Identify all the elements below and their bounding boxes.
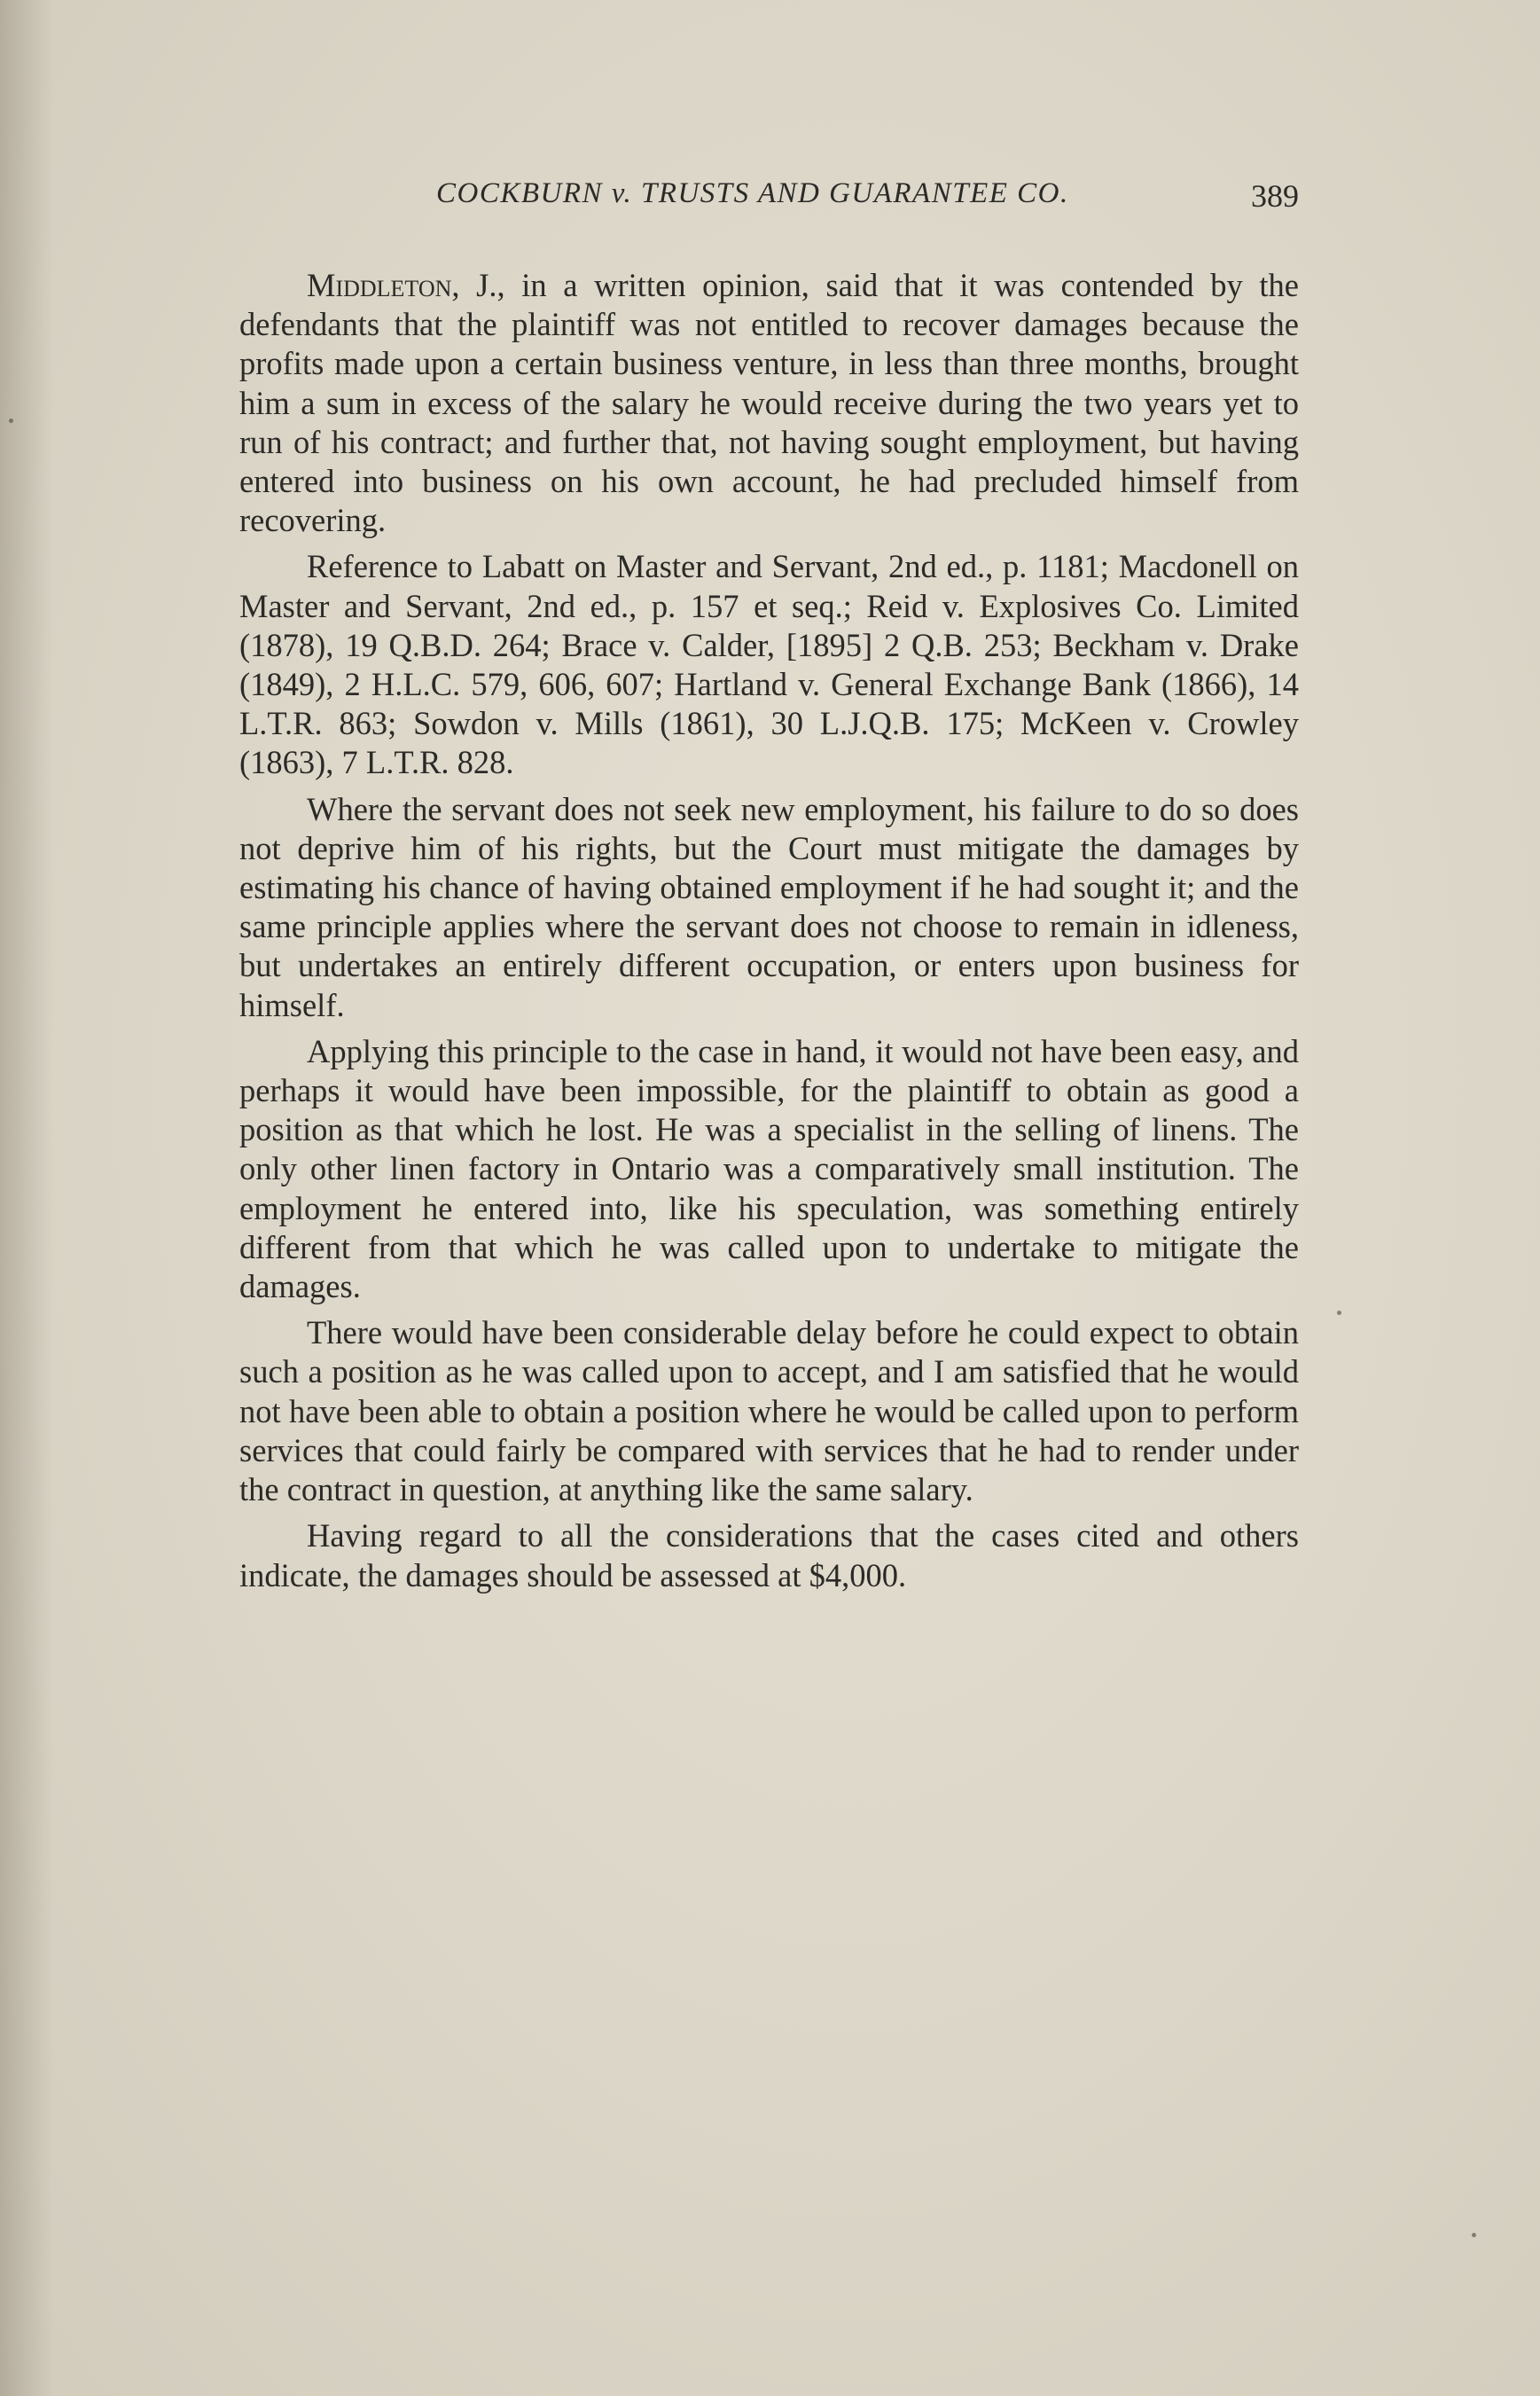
paragraph-application: Applying this principle to the case in hand, it would not have been easy, and perhaps it would have been impossible, for the plaintiff to obtain as good a position as that which he lost. He was a specialist in the selling of linens. The only other linen factory in Ontario was a comparatively small institution. The employment he entered into, like his speculation, was something entirely different from that which he was called upon to undertake to mitigate the damages. (239, 1032, 1299, 1305)
running-head (239, 170, 1299, 223)
paragraph-delay: There would have been considerable delay before he could expect to obtain such a position as he was called upon to accept, and I am satisfied that he would not have been able to obtain a position where he would be called upon to perform services that could fairly be compared with services that he had to render under the contract in question, at anything like the same salary. (239, 1314, 1299, 1508)
judge-name: Middleton (307, 267, 452, 303)
paragraph-principle: Where the servant does not seek new employment, his failure to do so does not deprive him of his rights, but the Court must mitigate the damages by estimating his chance of having obtained employment if he had sought it; and the same principle applies where the servant does not choose to remain in idleness, but undertakes an entirely different occupation, or enters upon business for himself. (239, 790, 1299, 1023)
page-number: 389 (1251, 178, 1299, 214)
paper-speck (1337, 1311, 1341, 1315)
paragraph-references: Reference to Labatt on Master and Servant, 2nd ed., p. 1181; Macdonell on Master and Servant, 2nd ed., p. 157 et seq.; Reid v. Explosives Co. Limited (1878), 19 Q.B.D. 264; Brace v. Calder, [1895] 2 Q.B. 253; Beckham v. Drake (1849), 2 H.L.C. 579, 606, 607; Hartland v. General Exchange Bank (1866), 14 L.T.R. 863; Sowdon v. Mills (1861), 30 L.J.Q.B. 175; McKeen v. Crowley (1863), 7 L.T.R. 828. (239, 548, 1299, 781)
paragraph-text: , J., in a written opinion, said that it was contended by the defendants that the plaintiff was not entitled to recover damages because the profits made upon a certain business venture, in less than three months, brought him a sum in excess of the salary he would receive during the two years yet to run of his contract; and further that, not having sought employment, but having entered into business on his own account, he had precluded himself from recovering. (239, 267, 1299, 539)
spine-shadow (0, 0, 53, 2396)
paper-speck (1472, 2233, 1476, 2237)
paragraph-conclusion: Having regard to all the considerations that the cases cited and others indicate, the damages should be assessed at $4,000. (239, 1517, 1299, 1593)
running-title: COCKBURN v. TRUSTS AND GUARANTEE CO. (436, 177, 1069, 209)
body-text (239, 266, 1299, 1602)
paragraph-opinion-intro (239, 266, 1299, 540)
paper-speck (9, 419, 13, 423)
